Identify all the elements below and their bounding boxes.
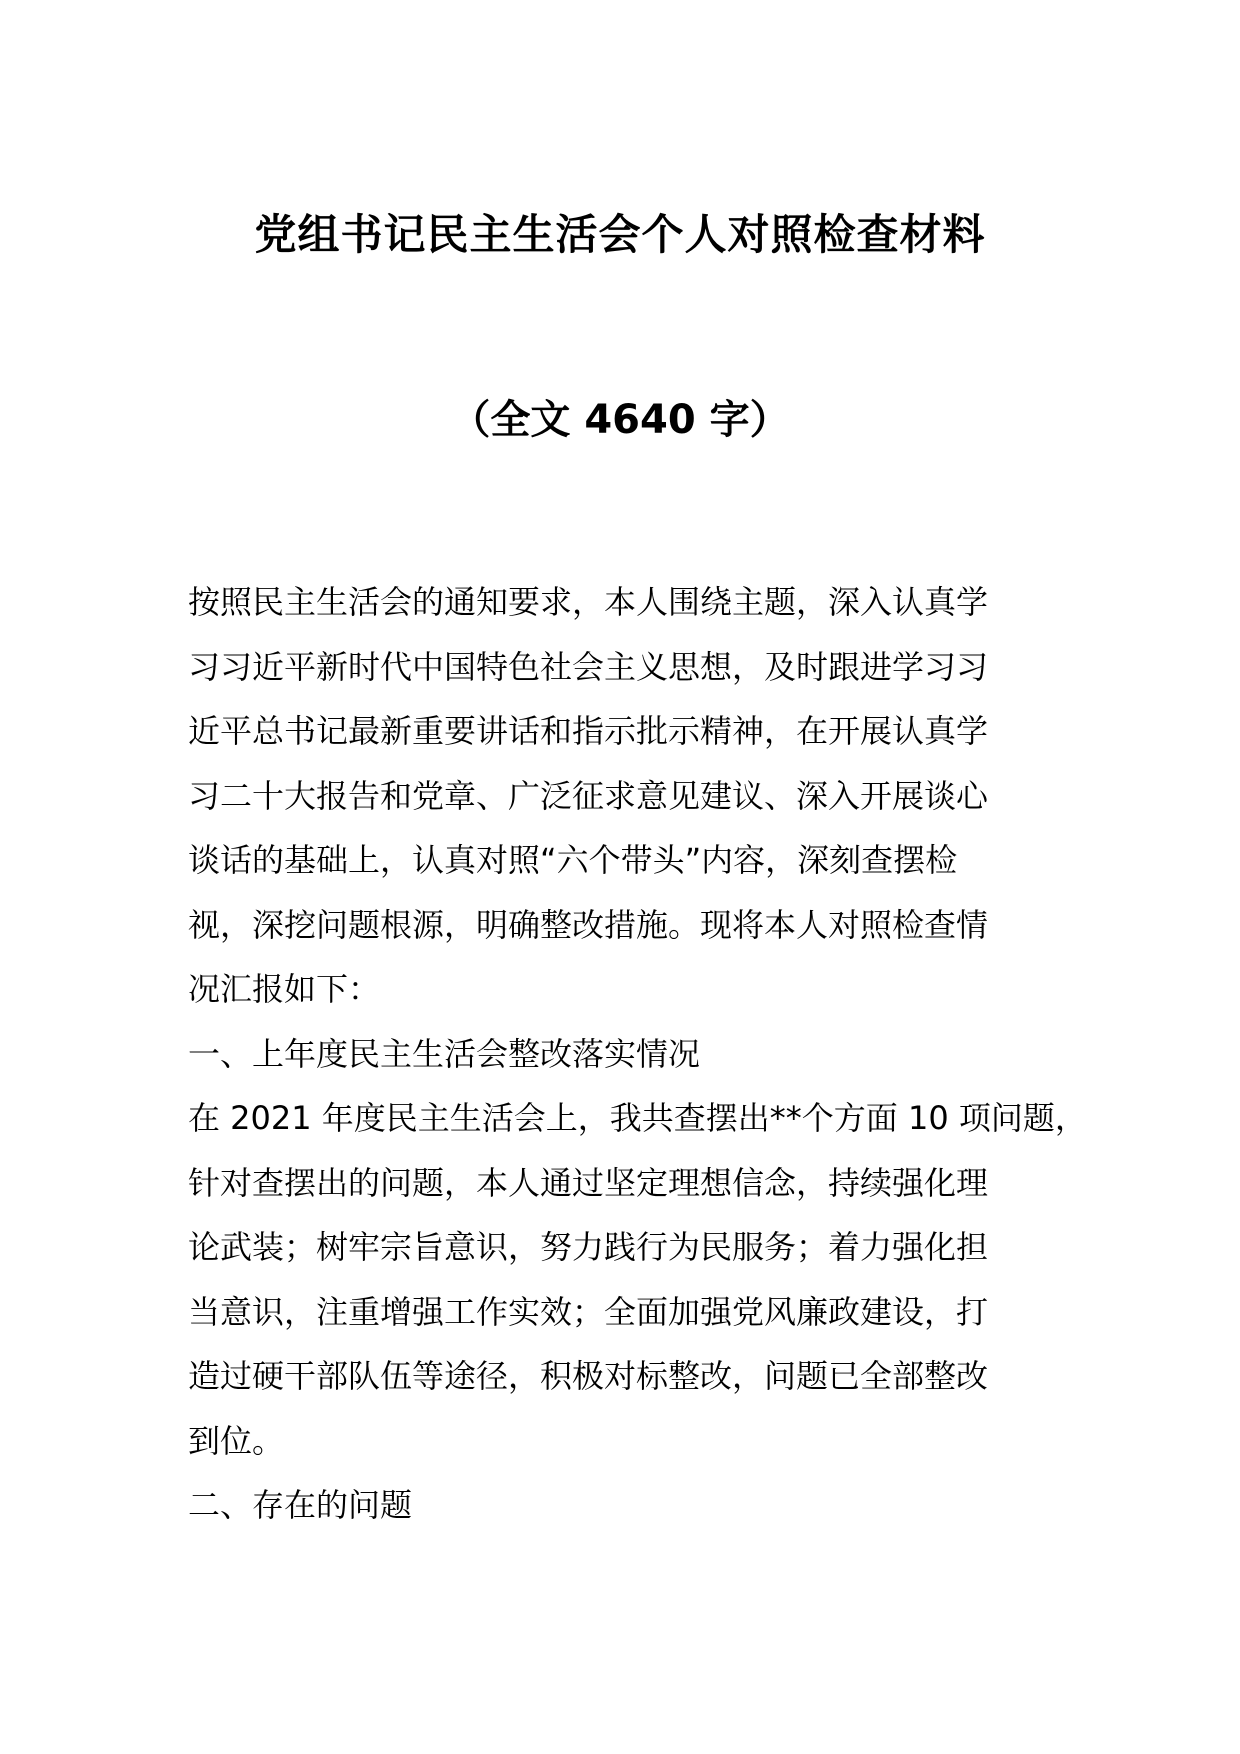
intro-paragraph: [188, 570, 1078, 1022]
text-line: 视，深挖问题根源，明确整改措施。现将本人对照检查情: [188, 905, 989, 944]
text-line: 近平总书记最新重要讲话和指示批示精神，在开展认真学: [188, 712, 989, 750]
text-line: 按照民主生活会的通知要求，本人围绕主题，深入认真学: [188, 583, 989, 621]
section-heading-text: 一、上年度民主生活会整改落实情况: [188, 1034, 701, 1073]
text-line: 针对查摆出的问题，本人通过坚定理想信念，持续强化理: [188, 1163, 989, 1202]
text-line: 习二十大报告和党章、广泛征求意见建议、深入开展谈心: [188, 776, 989, 815]
section-heading-1: [188, 1022, 1078, 1087]
text-line: 谈话的基础上，认真对照“六个带头”内容，深刻查摆检: [188, 841, 958, 879]
text-line: 当意识，注重增强工作实效；全面加强党风廉政建设，打: [188, 1292, 989, 1331]
document-body: [188, 570, 1087, 1538]
text-line: 况汇报如下：: [188, 970, 381, 1008]
text-line: 习习近平新时代中国特色社会主义思想，及时跟进学习习: [188, 647, 989, 686]
text-line: 在 2021 年度民主生活会上，我共查摆出**个方面 10 项问题，: [188, 1099, 1087, 1137]
text-line: 论武装；树牢宗旨意识，努力践行为民服务；着力强化担: [188, 1228, 989, 1266]
section-heading-2: [188, 1473, 1078, 1538]
text-line: 造过硬干部队伍等途径，积极对标整改，问题已全部整改: [188, 1357, 989, 1395]
rectification-paragraph: [188, 1086, 1087, 1473]
section-heading-text: 二、存在的问题: [188, 1486, 413, 1524]
text-line: 到位。: [188, 1421, 285, 1460]
document-title: 党组书记民主生活会个人对照检查材料: [254, 210, 986, 259]
document-subtitle: （全文 4640 字）: [450, 397, 790, 443]
